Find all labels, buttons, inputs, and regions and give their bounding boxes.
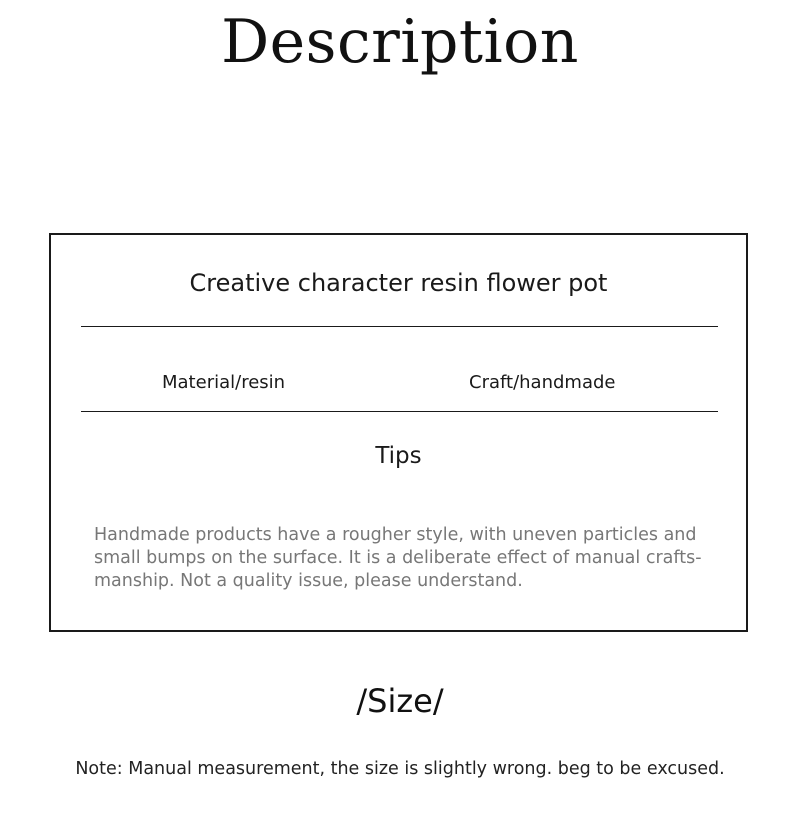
page-title: Description xyxy=(221,7,579,77)
craft-spec: Craft/handmade xyxy=(469,372,616,393)
size-note: Note: Manual measurement, the size is slightly wrong. beg to be excused. xyxy=(75,759,725,779)
material-spec: Material/resin xyxy=(162,372,286,393)
tips-heading: Tips xyxy=(375,443,422,469)
tips-text: Handmade products have a rougher style, with uneven particles and small bumps on the surface. It is a deliberate effect of manual crafts-manship. Not a quality issue, please understand. xyxy=(94,525,702,591)
product-info-box xyxy=(49,233,748,632)
divider-top xyxy=(81,326,718,327)
size-heading: /Size/ xyxy=(356,682,444,720)
divider-bottom xyxy=(81,411,718,412)
product-name: Creative character resin flower pot xyxy=(189,269,608,297)
